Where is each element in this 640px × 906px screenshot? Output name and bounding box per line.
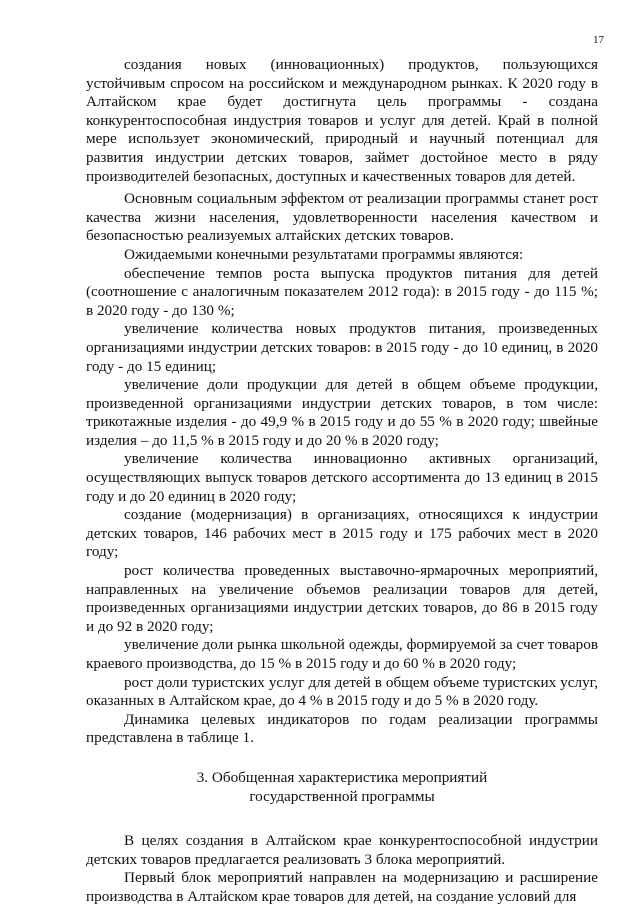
list-item-school-clothing: увеличение доли рынка школьной одежды, формируемой за счет товаров краевого производства, до 15 % в 2015 году и до 60 % в 2020 году; — [86, 636, 598, 672]
document-body — [86, 56, 598, 906]
paragraph-first-block: Первый блок мероприятий направлен на модернизацию и расширение производства в Алтайском крае товаров для детей, на создание условий для — [86, 869, 598, 905]
list-item-innovative-organizations: увеличение количества инновационно активных организаций, осуществляющих выпуск товаров детского ассортимента до 13 единиц в 2015 году и до 20 единиц в 2020 году; — [86, 450, 598, 505]
paragraph-expected-results-lead: Ожидаемыми конечными результатами программы являются: — [124, 245, 524, 263]
list-item-workplaces: создание (модернизация) в организациях, относящихся к индустрии детских товаров, 146 рабочих мест в 2015 году и 175 рабочих мест в 2020 году; — [86, 506, 598, 561]
section-heading-line-2: государственной программы — [249, 787, 435, 805]
section-heading — [86, 768, 598, 806]
page-number: 17 — [593, 34, 604, 46]
paragraph-indicators-dynamics: Динамика целевых индикаторов по годам реализации программы представлена в таблице 1. — [86, 710, 598, 747]
section-heading-line-1: 3. Обобщенная характеристика мероприятий — [196, 768, 488, 786]
list-item-new-food-products: увеличение количества новых продуктов питания, произведенных организациями индустрии детских товаров: в 2015 году - до 10 единиц, в 2020 году - до 15 единиц; — [86, 320, 598, 375]
paragraph-measures-blocks: В целях создания в Алтайском крае конкурентоспособной индустрии детских товаров предлагается реализовать 3 блока мероприятий. — [86, 831, 598, 868]
list-item-children-products-share: увеличение доли продукции для детей в общем объеме продукции, произведенной организациями индустрии детских товаров, в том числе: трикотажные изделия - до 49,9 % в 2015 году и до 55 % в 2020 году; швейные изделия – до 11,5 % в 2015 году и до 20 % в 2020 году; — [86, 376, 598, 449]
list-item-tourist-services: рост доли туристских услуг для детей в общем объеме туристских услуг, оказанных в Алтайском крае, до 4 % в 2015 году и до 5 % в 2020 году. — [86, 673, 598, 710]
list-item-food-growth: обеспечение темпов роста выпуска продуктов питания для детей (соотношение с аналогичным показателем 2012 года): в 2015 году - до 115 %; в 2020 году - до 130 %; — [86, 264, 598, 319]
paragraph-social-effect: Основным социальным эффектом от реализации программы станет рост качества жизни населения, удовлетворенности населения качеством и безопасностью реализуемых алтайских детских товаров. — [86, 190, 598, 245]
list-item-exhibitions: рост количества проведенных выставочно-ярмарочных мероприятий, направленных на увеличение объемов реализации товаров для детей, произведенных организациями индустрии детских товаров, до 86 в 2015 году и до 92 в 2020 году; — [86, 562, 598, 635]
paragraph-intro-continuation: создания новых (инновационных) продуктов, пользующихся устойчивым спросом на российском и международном рынках. К 2020 году в Алтайском крае будет достигнута цель программы - создана конкурентоспособная индустрия товаров и услуг для детей. Край в полной мере использует экономический, природный и научный потенциал для развития индустрии детских товаров, займет достойное место в ряду производителей безопасных, доступных и качественных товаров для детей. — [86, 56, 598, 185]
